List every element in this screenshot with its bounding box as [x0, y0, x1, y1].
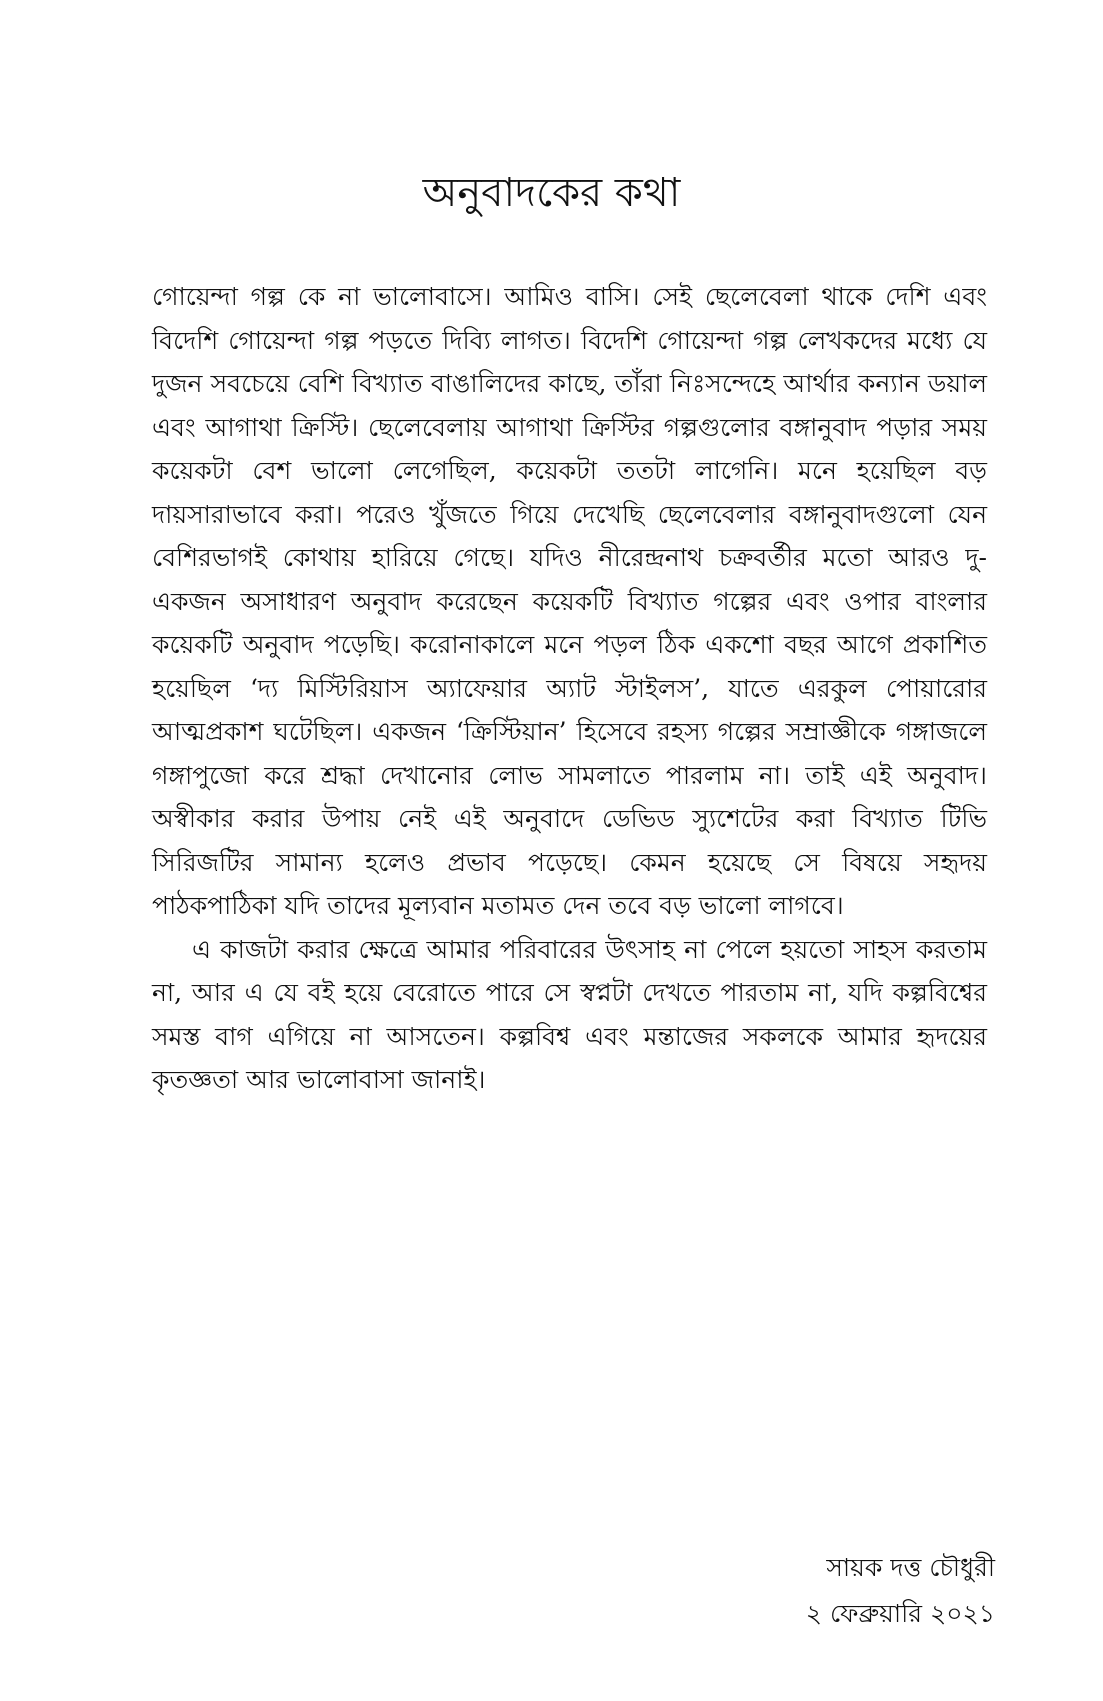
- signature-block: [806, 1545, 995, 1637]
- signature-date: ২ ফেব্রুয়ারি ২০২১: [805, 1599, 995, 1628]
- translator-name: সায়ক দত্ত চৌধুরী: [826, 1553, 995, 1582]
- paragraph-1: গোয়েন্দা গল্প কে না ভালোবাসে। আমিও বাসি। সেই ছেলেবেলা থাকে দেশি এবং বিদেশি গোয়েন্দা গল্প পড়তে দিব্যি লাগত। বিদেশি গোয়েন্দা গল্প লেখকদের মধ্যে যে দুজন সবচেয়ে বেশি বিখ্যাত বাঙালিদের কাছে, তাঁরা নিঃসন্দেহে আর্থার কন্যান ডয়াল এবং আগাথা ক্রিস্টি। ছেলেবেলায় আগাথা ক্রিস্টির গল্পগুলোর বঙ্গানুবাদ পড়ার সময় কয়েকটা বেশ ভালো লেগেছিল, কয়েকটা ততটা লাগেনি। মনে হয়েছিল বড় দায়সারাভাবে করা। পরেও খুঁজতে গিয়ে দেখেছি ছেলেবেলার বঙ্গানুবাদগুলো যেন বেশিরভাগই কোথায় হারিয়ে গেছে। যদিও নীরেন্দ্রনাথ চক্রবর্তীর মতো আরও দু-একজন অসাধারণ অনুবাদ করেছেন কয়েকটি বিখ্যাত গল্পের এবং ওপার বাংলার কয়েকটি অনুবাদ পড়েছি। করোনাকালে মনে পড়ল ঠিক একশো বছর আগে প্রকাশিত হয়েছিল ‘দ্য মিস্টিরিয়াস অ্যাফেয়ার অ্যাট স্টাইলস’, যাতে এরকুল পোয়ারোর আত্মপ্রকাশ ঘটেছিল। একজন ‘ক্রিস্টিয়ান’ হিসেবে রহস্য গল্পের সম্রাজ্ঞীকে গঙ্গাজলে গঙ্গাপুজো করে শ্রদ্ধা দেখানোর লোভ সামলাতে পারলাম না। তাই এই অনুবাদ। অস্বীকার করার উপায় নেই এই অনুবাদে ডেভিড স্যুশেটের করা বিখ্যাত টিভি সিরিজটির সামান্য হলেও প্রভাব পড়েছে। কেমন হয়েছে সে বিষয়ে সহৃদয় পাঠকপাঠিকা যদি তাদের মূল্যবান মতামত দেন তবে বড় ভালো লাগবে।: [152, 282, 987, 920]
- body-text: [152, 275, 987, 1102]
- page-title: অনুবাদকের কথা: [422, 170, 681, 216]
- paragraph-2: এ কাজটা করার ক্ষেত্রে আমার পরিবারের উৎসাহ না পেলে হয়তো সাহস করতাম না, আর এ যে বই হয়ে বেরোতে পারে সে স্বপ্নটা দেখতে পারতাম না, যদি কল্পবিশ্বের সমস্ত বাগ এগিয়ে না আসতেন। কল্পবিশ্ব এবং মন্তাজের সকলকে আমার হৃদয়ের কৃতজ্ঞতা আর ভালোবাসা জানাই।: [152, 934, 987, 1094]
